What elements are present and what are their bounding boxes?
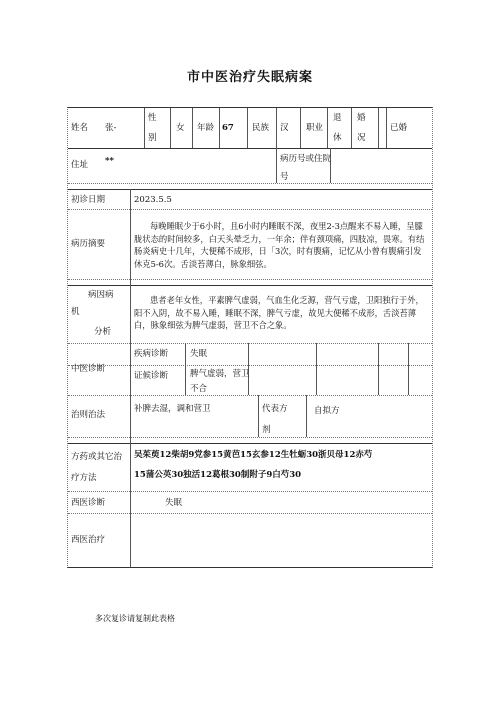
marital-label-part1: 婚	[357, 113, 366, 123]
cell-border	[386, 108, 387, 148]
prescription-line-1: 吴茱萸12柴胡9党参15黄芭15玄参12生牡蛎30浙贝母12赤芍	[134, 450, 373, 460]
sex-value: 女	[176, 123, 185, 133]
footer-note: 多次复诊请复制此表格	[95, 614, 175, 623]
sex-label-part1: 性	[148, 113, 157, 123]
prescription-line-2: 15蒲公英30独活12葛根30制附子9白芍30	[134, 470, 302, 480]
address-value: **	[105, 156, 114, 166]
cell-border	[258, 395, 259, 437]
first-visit-date-label: 初诊日期	[71, 195, 106, 205]
occupation-value-part2: 休	[333, 133, 342, 143]
row-divider	[68, 183, 432, 184]
row-divider	[68, 279, 432, 280]
row-divider	[68, 491, 432, 492]
cell-border	[306, 395, 307, 437]
case-record-form	[67, 107, 433, 568]
prescription-label-part1: 方药或其它治	[71, 452, 123, 462]
formula-label-part2: 剂	[262, 425, 271, 435]
address-label: 住址	[71, 160, 89, 170]
record-number-label-part1: 病历号或住院	[280, 154, 332, 164]
cell-border	[185, 343, 186, 395]
cell-border	[300, 108, 301, 148]
cell-border	[170, 108, 171, 148]
cell-border	[378, 108, 379, 148]
history-summary-text: 每晚睡眠少于6小时，且6小时内睡眠不深，夜里2-3点醒来不易入睡，呈朦胧状态的时间较多，白天头晕乏力，一年余；伴有颈项痛，四肢凉，畏寒。有结肠炎病史十几年，大便稀不成形，日「3次，时有腹痛，记忆从小曾有腹痛引发休克5-6次。舌淡苔薄白，脉象细弦。	[134, 221, 425, 269]
syndrome-diagnosis-value-part1: 脾气虚弱，营卫	[190, 369, 250, 379]
formula-label-part1: 代表方	[262, 404, 288, 414]
label-column-border	[130, 189, 131, 567]
name-label: 姓名	[71, 123, 89, 133]
row-divider	[68, 148, 432, 149]
analysis-label-part2: 机	[71, 307, 80, 317]
age-value: 67	[222, 123, 234, 133]
tcm-diagnosis-label: 中医诊断	[71, 364, 106, 374]
analysis-text: 患者老年女性，平素脾气虚弱，气血生化乏源，营气亏虚，卫阳独行于外，阳不入阴，故不易入睡，睡眠不深，脾气亏虚，故见大便稀不成形，舌淡苔薄白，脉象细弦为脾气虚弱，营卫不合之象。	[134, 295, 424, 330]
syndrome-diagnosis-label: 证候诊断	[134, 371, 169, 381]
page-title: 市中医治疗失眠病案	[186, 70, 313, 85]
row-divider	[68, 285, 432, 286]
disease-diagnosis-value: 失眠	[190, 349, 208, 359]
record-number-label-part2: 号	[280, 172, 289, 182]
cell-border	[219, 108, 220, 148]
row-divider	[68, 437, 432, 438]
analysis-label-part1: 病因病	[88, 290, 114, 300]
western-treatment-label: 西医治疗	[71, 535, 106, 545]
analysis-label-part3: 分析	[94, 327, 112, 337]
first-visit-date-value: 2023.5.5	[134, 195, 172, 205]
row-divider	[68, 395, 432, 396]
western-diagnosis-value: 失眠	[165, 498, 183, 508]
occupation-value-part1: 退	[333, 113, 342, 123]
age-label: 年龄	[197, 123, 215, 133]
disease-diagnosis-label: 疾病诊断	[134, 349, 169, 359]
cell-border	[144, 108, 145, 148]
western-diagnosis-label: 西医诊断	[71, 498, 106, 508]
row-divider	[68, 513, 432, 514]
ethnic-value: 汉	[280, 123, 289, 133]
formula-value: 自拟方	[314, 406, 340, 416]
treatment-principle-value: 补脾去湿，调和营卫	[134, 404, 211, 414]
history-summary-label: 病历摘要	[71, 239, 106, 249]
ethnic-label: 民族	[252, 123, 270, 133]
cell-border	[408, 343, 409, 395]
cell-border	[327, 108, 328, 148]
cell-border	[351, 108, 352, 148]
cell-border	[316, 343, 317, 395]
row-divider	[68, 209, 432, 210]
cell-border	[247, 108, 248, 148]
name-value: 张-	[105, 123, 117, 133]
occupation-label: 职业	[306, 123, 324, 133]
row-divider	[68, 189, 432, 190]
syndrome-diagnosis-value-part2: 不合	[190, 384, 208, 394]
treatment-principle-label: 治则治法	[71, 410, 106, 420]
cell-border	[192, 108, 193, 148]
prescription-label-part2: 疗方法	[71, 473, 97, 483]
row-divider	[68, 443, 432, 444]
marital-value: 已婚	[390, 123, 408, 133]
cell-border	[276, 148, 277, 183]
marital-label-part2: 况	[357, 133, 366, 143]
cell-border	[276, 108, 277, 148]
sex-label-part2: 别	[148, 133, 157, 143]
cell-border	[378, 343, 379, 395]
